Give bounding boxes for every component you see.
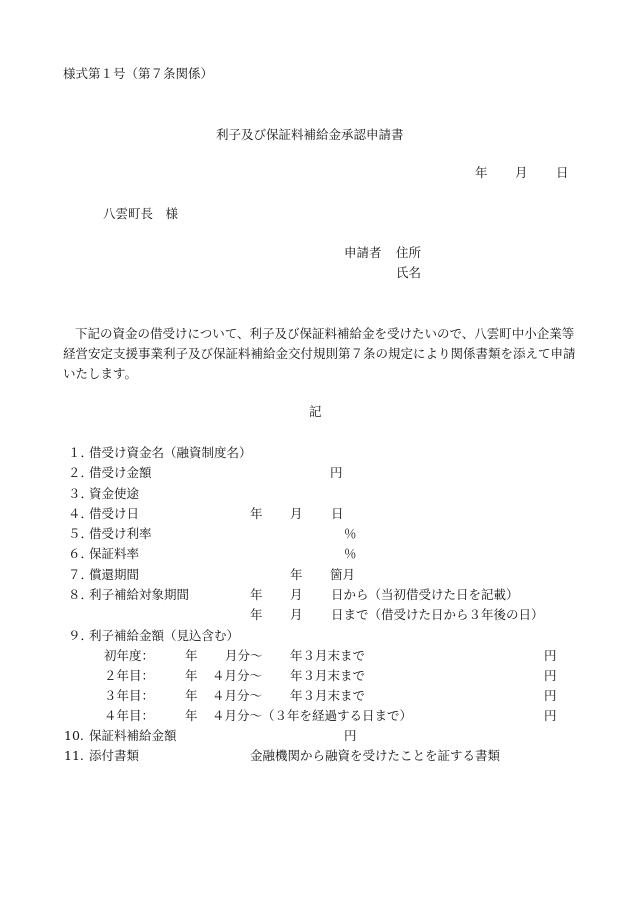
item-9 bbox=[0, 628, 630, 644]
year-label: 年 bbox=[185, 668, 198, 683]
month-label: 月 bbox=[290, 506, 303, 521]
item-8-row-2 bbox=[0, 607, 630, 623]
year-label: 年 bbox=[185, 648, 198, 663]
address-label: 住所 bbox=[396, 245, 422, 260]
to-label: 年３月末まで bbox=[290, 688, 366, 703]
item-8 bbox=[0, 587, 630, 603]
date-year-label: 年 bbox=[475, 165, 488, 180]
unit-percent: ％ bbox=[344, 546, 357, 561]
sub-label: ４年目： bbox=[104, 708, 155, 723]
from-label: ４月分～ bbox=[212, 668, 263, 683]
to-label: 年３月末まで bbox=[290, 668, 366, 683]
item-3 bbox=[0, 486, 630, 502]
ki-heading: 記 bbox=[309, 404, 322, 419]
to-label: 年３月末まで bbox=[290, 648, 366, 663]
item-9-sub-4 bbox=[0, 708, 630, 724]
months-label: 箇月 bbox=[330, 567, 356, 582]
item-label: 借受け日 bbox=[89, 506, 140, 521]
year-label: 年 bbox=[185, 708, 198, 723]
item-7 bbox=[0, 567, 630, 583]
applicant-label: 申請者 bbox=[344, 245, 382, 260]
unit-percent: ％ bbox=[344, 526, 357, 541]
item-4 bbox=[0, 506, 630, 522]
item-number: ２． bbox=[68, 465, 94, 480]
item-9-sub-2 bbox=[0, 668, 630, 684]
addressee: 八雲町長 様 bbox=[103, 206, 179, 221]
item-9-sub-1 bbox=[0, 648, 630, 664]
item-label: 保証料率 bbox=[89, 546, 140, 561]
unit-yen: 円 bbox=[544, 708, 557, 723]
unit-yen: 円 bbox=[544, 668, 557, 683]
item-label: 利子補給対象期間 bbox=[89, 587, 190, 602]
body-paragraph: 下記の資金の借受けについて、利子及び保証料補給金を受けたいので、八雲町中小企業等経営安定支援事業利子及び保証料補給金交付規則第７条の規定により関係書類を添えて申請いたします。 bbox=[63, 326, 576, 381]
from-label: ４月分～（３年を経過する日まで） bbox=[212, 708, 413, 723]
item-number: 11. bbox=[64, 748, 84, 763]
name-label: 氏名 bbox=[396, 265, 422, 280]
item-number: ４． bbox=[68, 506, 94, 521]
month-label: 月 bbox=[290, 587, 303, 602]
item-number: １． bbox=[68, 445, 94, 460]
unit-yen: 円 bbox=[544, 688, 557, 703]
item-11 bbox=[0, 748, 630, 764]
item-label: 借受け資金名（融資制度名） bbox=[89, 445, 252, 460]
year-label: 年 bbox=[290, 567, 303, 582]
day-label: 日 bbox=[331, 506, 344, 521]
sub-label: ２年目： bbox=[104, 668, 155, 683]
item-10 bbox=[0, 728, 630, 744]
attachment-description: 金融機関から融資を受けたことを証する書類 bbox=[250, 748, 501, 763]
unit-yen: 円 bbox=[330, 465, 343, 480]
item-label: 償還期間 bbox=[89, 567, 140, 582]
item-label: 保証料補給金額 bbox=[89, 728, 177, 743]
day-note: 日から（当初借受けた日を記載） bbox=[331, 587, 519, 602]
from-label: ４月分～ bbox=[212, 688, 263, 703]
item-number: ７． bbox=[68, 567, 94, 582]
item-label: 利子補給金額（見込含む） bbox=[89, 628, 240, 643]
from-label: 月分～ bbox=[225, 648, 263, 663]
item-number: ５． bbox=[68, 526, 94, 541]
item-number: 10. bbox=[64, 728, 84, 743]
document-title: 利子及び保証料補給金承認申請書 bbox=[216, 127, 404, 142]
year-label: 年 bbox=[250, 587, 263, 602]
item-9-sub-3 bbox=[0, 688, 630, 704]
sub-label: ３年目： bbox=[104, 688, 155, 703]
date-day-label: 日 bbox=[556, 165, 569, 180]
item-number: ９． bbox=[68, 628, 94, 643]
item-number: ３． bbox=[68, 486, 94, 501]
year-label: 年 bbox=[185, 688, 198, 703]
day-note: 日まで（借受けた日から３年後の日） bbox=[331, 607, 544, 622]
item-1 bbox=[0, 445, 630, 461]
unit-yen: 円 bbox=[344, 728, 357, 743]
item-5 bbox=[0, 526, 630, 542]
item-number: ８． bbox=[68, 587, 94, 602]
item-6 bbox=[0, 546, 630, 562]
year-label: 年 bbox=[250, 607, 263, 622]
sub-label: 初年度： bbox=[104, 648, 155, 663]
item-label: 借受け利率 bbox=[89, 526, 152, 541]
date-month-label: 月 bbox=[515, 165, 528, 180]
unit-yen: 円 bbox=[544, 648, 557, 663]
item-label: 添付書類 bbox=[89, 748, 140, 763]
year-label: 年 bbox=[250, 506, 263, 521]
item-number: ６． bbox=[68, 546, 94, 561]
month-label: 月 bbox=[290, 607, 303, 622]
item-label: 借受け金額 bbox=[89, 465, 152, 480]
item-2 bbox=[0, 465, 630, 481]
item-label: 資金使途 bbox=[89, 486, 140, 501]
form-number: 様式第１号（第７条関係） bbox=[63, 66, 214, 81]
